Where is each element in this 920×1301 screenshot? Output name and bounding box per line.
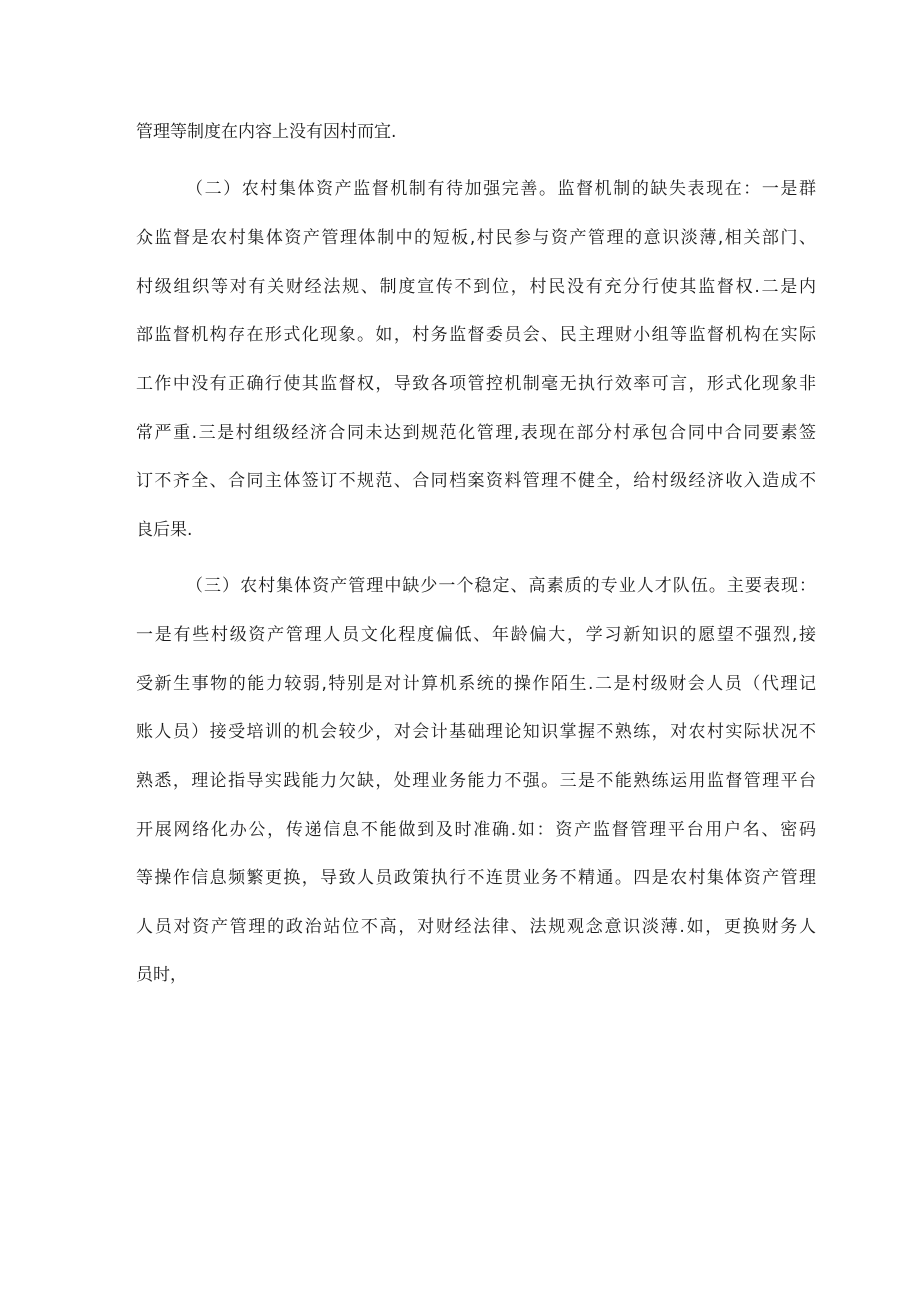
paragraph-3-line-8: 人员对资产管理的政治站位不高，对财经法律、法规观念意识淡薄.如，更换财务人 [136,917,816,937]
paragraph-3-line-5: 熟悉，理论指导实践能力欠缺，处理业务能力不强。三是不能熟练运用监督管理平台 [136,771,816,791]
paragraph-3-line-7: 等操作信息频繁更换，导致人员政策执行不连贯业务不精通。四是农村集体资产管理 [136,868,816,888]
paragraph-2-line-7: 订不齐全、合同主体签订不规范、合同档案资料管理不健全，给村级经济收入造成不 [136,471,816,491]
paragraph-3-line-1: （三）农村集体资产管理中缺少一个稳定、高素质的专业人才队伍。主要表现： [186,576,816,596]
paragraph-3-line-4: 账人员）接受培训的机会较少，对会计基础理论知识掌握不熟练，对农村实际状况不 [136,722,816,742]
paragraph-3-line-2: 一是有些村级资产管理人员文化程度偏低、年龄偏大，学习新知识的愿望不强烈,接 [136,625,816,645]
paragraph-2-line-2: 众监督是农村集体资产管理体制中的短板,村民参与资产管理的意识淡薄,相关部门、 [136,228,816,248]
paragraph-3-line-9: 员时， [136,965,187,985]
paragraph-2-line-1: （二）农村集体资产监督机制有待加强完善。监督机制的缺失表现在：一是群 [186,179,816,199]
paragraph-2-line-5: 工作中没有正确行使其监督权，导致各项管控机制毫无执行效率可言，形式化现象非 [136,374,816,394]
paragraph-3-line-3: 受新生事物的能力较弱,特别是对计算机系统的操作陌生.二是村级财会人员（代理记 [136,674,816,694]
paragraph-2-line-8: 良后果. [136,520,193,540]
paragraph-2-line-4: 部监督机构存在形式化现象。如，村务监督委员会、民主理财小组等监督机构在实际 [136,325,816,345]
paragraph-3-line-6: 开展网络化办公，传递信息不能做到及时准确.如：资产监督管理平台用户名、密码 [136,820,816,840]
fragment-line: 管理等制度在内容上没有因村而宜. [136,122,397,142]
paragraph-2-line-3: 村级组织等对有关财经法规、制度宣传不到位，村民没有充分行使其监督权.二是内 [136,277,816,297]
paragraph-2-line-6: 常严重.三是村组级经济合同未达到规范化管理,表现在部分村承包合同中合同要素签 [136,423,816,443]
